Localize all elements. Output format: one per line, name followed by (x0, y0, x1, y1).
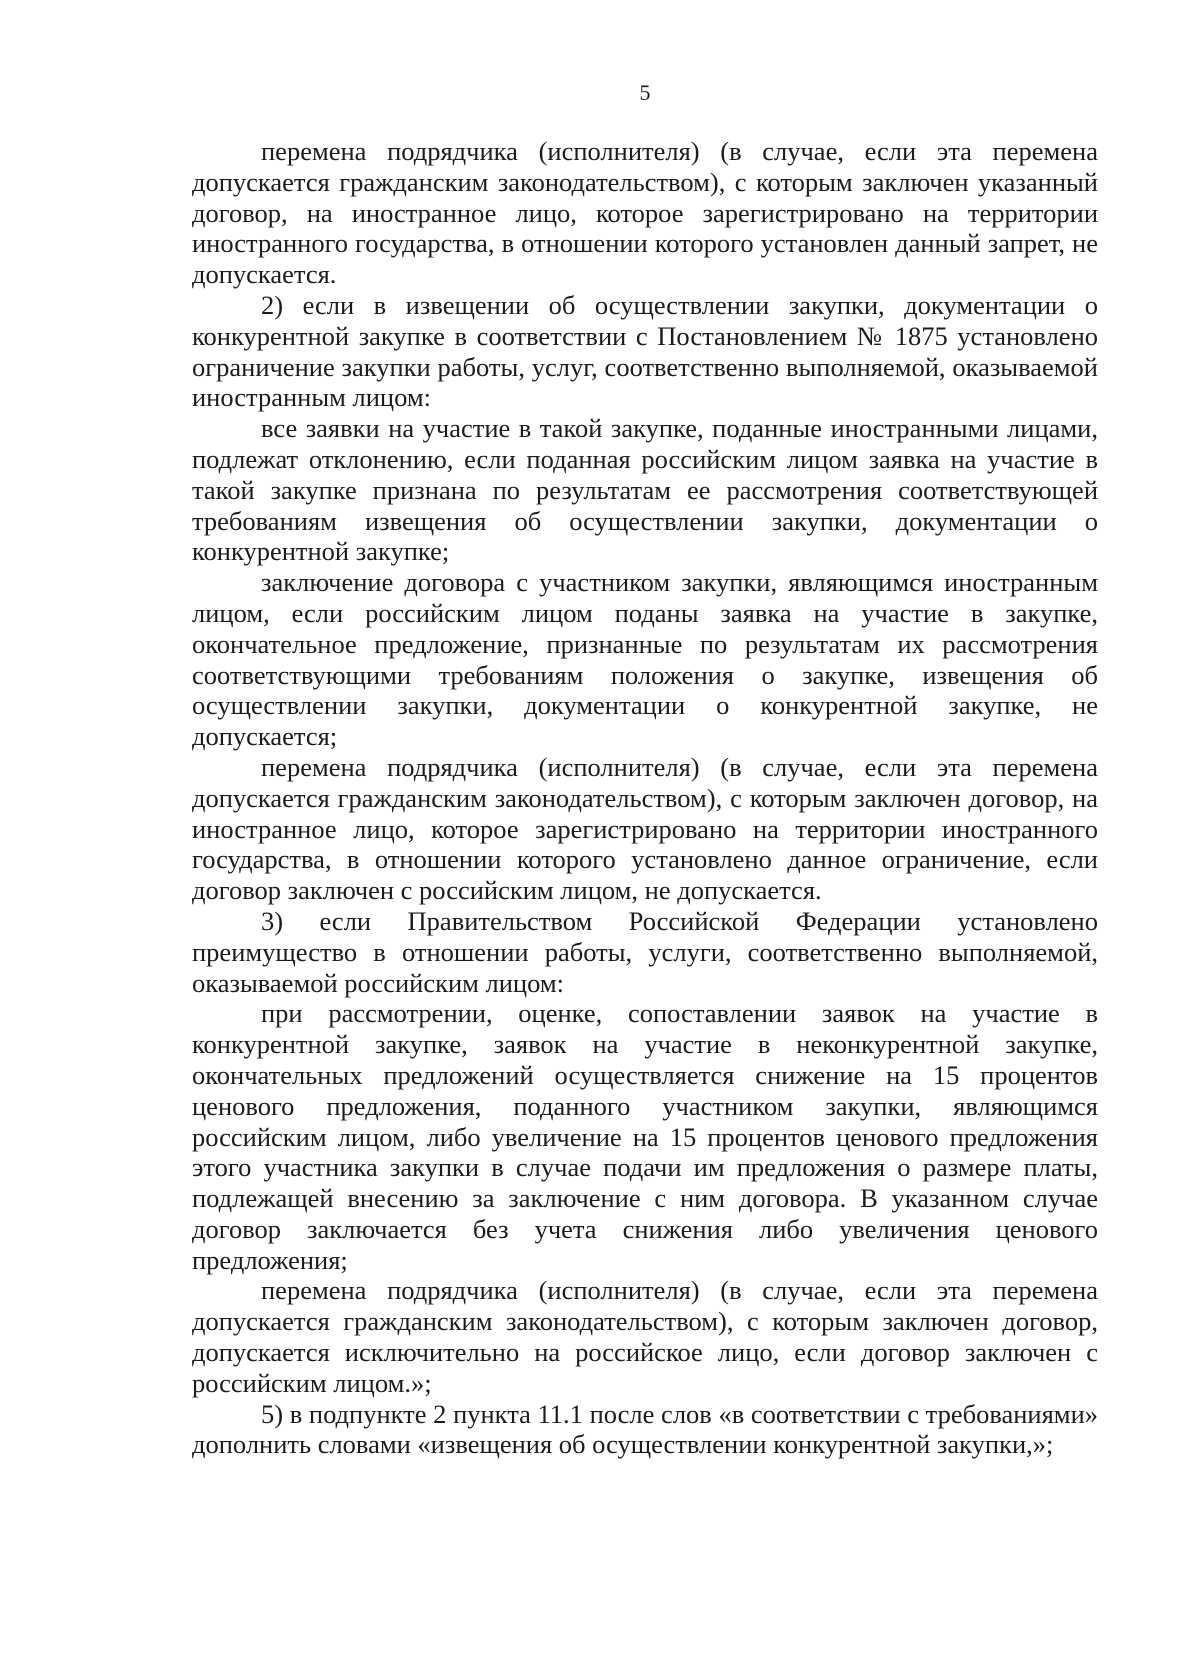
paragraph: заключение договора с участником закупки, являющимся иностранным лицом, если российским лицом поданы заявка на участие в закупке, окончательное предложение, признанные по результатам их рассмотрения соответствующими требованиям положения о закупке, извещения об осуществлении закупки, документации о конкурентной закупке, не допускается; (192, 567, 1098, 752)
paragraph: при рассмотрении, оценке, сопоставлении заявок на участие в конкурентной закупке, заявок на участие в неконкурентной закупке, окончательных предложений осуществляется снижение на 15 процентов ценового предложения, поданного участником закупки, являющимся российским лицом, либо увеличение на 15 процентов ценового предложения этого участника закупки в случае подачи им предложения о размере платы, подлежащей внесению за заключение с ним договора. В указанном случае договор заключается без учета снижения либо увеличения ценового предложения; (192, 998, 1098, 1275)
paragraph: перемена подрядчика (исполнителя) (в случае, если эта перемена допускается гражданским законодательством), с которым заключен договор, допускается исключительно на российское лицо, если договор заключен с российским лицом.»; (192, 1275, 1098, 1398)
paragraph: 5) в подпункте 2 пункта 11.1 после слов «в соответствии с требованиями» дополнить словами «извещения об осуществлении конкурентной закупки,»; (192, 1398, 1098, 1460)
page-number: 5 (639, 80, 651, 105)
paragraph: 2) если в извещении об осуществлении закупки, документации о конкурентной закупке в соответствии с Постановлением № 1875 установлено ограничение закупки работы, услуг, соответственно выполняемой, оказываемой иностранным лицом: (192, 289, 1098, 413)
paragraph: 3) если Правительством Российской Федерации установлено преимущество в отношении работы, услуги, соответственно выполняемой, оказываемой российским лицом: (192, 905, 1098, 998)
paragraph: перемена подрядчика (исполнителя) (в случае, если эта перемена допускается гражданским законодательством), с которым заключен договор, на иностранное лицо, которое зарегистрировано на территории иностранного государства, в отношении которого установлено данное ограничение, если договор заключен с российским лицом, не допускается. (192, 751, 1098, 906)
paragraph: все заявки на участие в такой закупке, поданные иностранными лицами, подлежат отклонению, если поданная российским лицом заявка на участие в такой закупке признана по результатам ее рассмотрения соответствующей требованиям извещения об осуществлении закупки, документации о конкурентной закупке; (192, 413, 1098, 567)
paragraph: перемена подрядчика (исполнителя) (в случае, если эта перемена допускается гражданским законодательством), с которым заключен указанный договор, на иностранное лицо, которое зарегистрировано на территории иностранного государства, в отношении которого установлен данный запрет, не допускается. (192, 136, 1098, 290)
document-body (192, 136, 1098, 1460)
